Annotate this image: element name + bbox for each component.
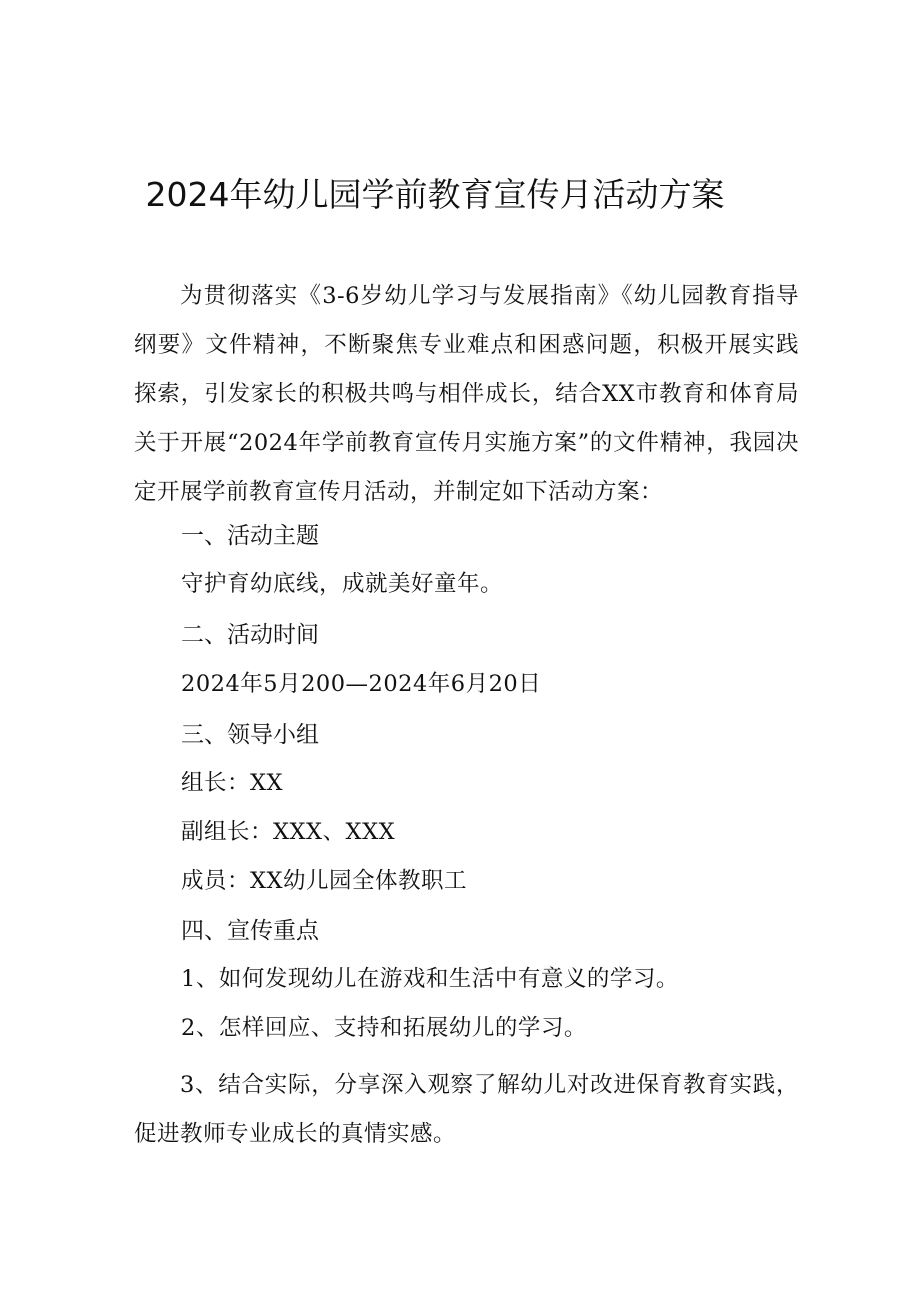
members-text: 成员：XX幼儿园全体教职工: [181, 868, 468, 894]
section-heading-time: 二、活动时间: [181, 622, 319, 648]
focus-item-3: 3、结合实际，分享深入观察了解幼儿对改进保育教育实践，促进教师专业成长的真情实感。: [134, 1072, 799, 1147]
leader-text: 组长：XX: [181, 770, 284, 796]
focus-item-2: 2、怎样回应、支持和拓展幼儿的学习。: [181, 1015, 587, 1041]
section-heading-leadership: 三、领导小组: [181, 722, 319, 748]
intro-paragraph: 为贯彻落实《3-6岁幼儿学习与发展指南》《幼儿园教育指导纲要》文件精神，不断聚焦专业难点和困惑问题，积极开展实践探索，引发家长的积极共鸣与相伴成长，结合XX市教育和体育局关于开展“2024年学前教育宣传月实施方案”的文件精神，我园决定开展学前教育宣传月活动，并制定如下活动方案：: [134, 283, 799, 505]
deputy-leader-text: 副组长：XXX、XXX: [181, 819, 396, 845]
theme-text: 守护育幼底线，成就美好童年。: [181, 571, 504, 597]
time-text: 2024年5月200—2024年6月20日: [181, 671, 542, 697]
section-heading-theme: 一、活动主题: [181, 523, 319, 549]
focus-item-1: 1、如何发现幼儿在游戏和生活中有意义的学习。: [181, 966, 679, 992]
section-heading-focus: 四、宣传重点: [181, 918, 319, 944]
document-title: 2024年幼儿园学前教育宣传月活动方案: [145, 175, 725, 214]
